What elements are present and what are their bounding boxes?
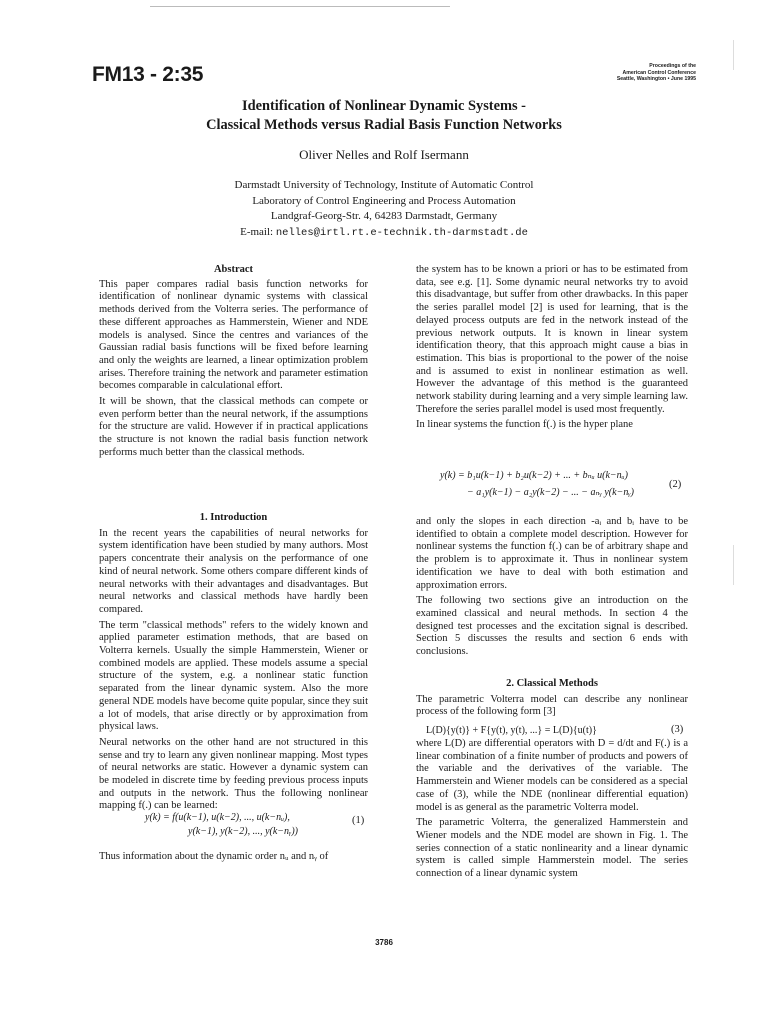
intro-heading: 1. Introduction (199, 512, 268, 523)
body-paragraph: The parametric Volterra, the generalized Hammerstein and Wiener models and the NDE model are shown in Fig. 1. The series connection of a static nonlinearity and a linear dynamic system is called simple Hammerstein model. The series connection of a linear dynamic system (416, 817, 688, 880)
proceedings-info (617, 63, 696, 83)
email-label: E-mail: (240, 225, 274, 238)
paper-title (0, 97, 768, 135)
email-line (0, 225, 768, 242)
margin-mark (733, 545, 734, 585)
affiliation-line: Darmstadt University of Technology, Institute of Automatic Control (234, 179, 534, 191)
proceedings-line: Seattle, Washington • June 1995 (616, 76, 696, 83)
equation-2-line-2: − a₁y(k−1) − a₂y(k−2) − ... − aₙᵧ y(k−nᵧ) (467, 487, 634, 498)
body-paragraph: the system has to be known a priori or has to be estimated from data, see e.g. [1]. Some dynamic neural networks try to avoid this disadvantage, but suffer from other drawbacks. In this paper the series parallel model [2] is used for learning, that is the delayed process outputs are fed in the network instead of the previous network outputs. It is known in linear system identification theory, that this approach might cause a bias in estimation. This bias is proportional to the power of the noise and is assumed to exist in nonlinear estimation as well. However the advantage of this method is the guaranteed network stability during learning and a very simple learning law. Therefore the series parallel model is used most frequently. (416, 264, 688, 415)
abstract-heading: Abstract (213, 264, 254, 275)
intro-paragraph: In the recent years the capabilities of neural networks for system identification have been studied by many authors. Most papers concentrate their analysis on the performance of one kind of neural network. Some others compare different kinds of neural networks with their advantages and disadvantages. But neural networks and classical methods have hardly been compared. (99, 527, 368, 615)
equation-3: L(D){y(t)} + F{y(t), y(t), ...} = L(D){u(t)} (426, 725, 597, 736)
authors: Oliver Nelles and Rolf Isermann (299, 147, 469, 162)
intro-paragraph: The term "classical methods" refers to the widely known and applied parameter estimation methods, that are based on Volterra kernels. Usually the simple Hammerstein, Wiener or combined models are applied. These models assume a special structure of the system, e.g. a nonlinear static function separated from the linear dynamic system. Also the more general NDE models have become quite popular, since they suit a lot of models, that arise directly or by approximation from physical laws. (99, 619, 368, 733)
classical-methods-section (416, 678, 688, 722)
page-number: 3786 (375, 938, 393, 947)
equation-2-number: (2) (669, 479, 682, 490)
body-paragraph: The parametric Volterra model can describe any nonlinear process of the following form [3] (416, 693, 688, 718)
abstract-paragraph: This paper compares radial basis function networks for identification of nonlinear dynamic systems with classical methods derived from the Volterra series. The performance of these different approaches as Hammerstein, Wiener and NDE models is analysed. Since the centres and variances of the Gaussian radial basis functions will be fixed before learning and only the weights are learned, a linear optimization problem arises. Therefore training the network and parameter estimation becomes comparable in calculational effort. (99, 278, 368, 392)
intro-section (99, 512, 368, 816)
top-scan-line (150, 6, 450, 7)
intro-paragraph: Thus information about the dynamic order nᵤ and nᵧ of (99, 851, 329, 862)
proceedings-line: American Control Conference (622, 69, 696, 76)
equation-3-number: (3) (671, 724, 684, 735)
affiliation-line: Laboratory of Control Engineering and Process Automation (252, 194, 516, 207)
session-code: FM13 - 2:35 (92, 63, 204, 86)
equation-1-number: (1) (352, 815, 365, 826)
section-2-heading: 2. Classical Methods (506, 678, 598, 689)
left-column (99, 264, 368, 463)
right-column-mid (416, 516, 688, 662)
equation-2-line-1: y(k) = b₁u(k−1) + b₂u(k−2) + ... + bₙᵤ u(k−nᵤ) (440, 470, 628, 481)
body-paragraph: In linear systems the function f(.) is the hyper plane (416, 419, 633, 431)
title-line: Classical Methods versus Radial Basis Function Networks (206, 117, 562, 133)
email-address: nelles@irtl.rt.e-technik.th-darmstadt.de (275, 226, 528, 239)
equation-1-line-2: y(k−1), y(k−2), ..., y(k−nᵧ)) (188, 826, 298, 837)
affiliation (0, 178, 768, 241)
right-column-bottom (416, 738, 688, 884)
margin-mark (733, 40, 734, 70)
equation-1-line-1: y(k) = f(u(k−1), u(k−2), ..., u(k−nᵤ), (145, 812, 290, 823)
body-paragraph: The following two sections give an introduction on the examined classical and neural methods. In section 4 the designed test processes and the excitation signal is described. Section 5 discusses the results and section 6 ends with conclusions. (416, 595, 688, 658)
body-paragraph: where L(D) are differential operators with D = d/dt and F(.) is a linear combination of a finite number of products and powers of the variable and the derivatives of the variable. The Hammerstein and Wiener models can be considered as a special case of (3), while the NDE (nonlinear differential equation) model is as general as the parametric Volterra model. (416, 738, 688, 813)
proceedings-line: Proceedings of the (649, 63, 696, 69)
affiliation-line: Landgraf-Georg-Str. 4, 64283 Darmstadt, Germany (270, 210, 498, 222)
right-column-top (416, 264, 688, 435)
abstract-paragraph: It will be shown, that the classical methods can compete or even perform better than the neural network, if the assumptions for the structure are valid. However if in practical applications the structure is not known the radial basis function network performs much better than the classical methods. (99, 396, 368, 458)
title-line: Identification of Nonlinear Dynamic Systems - (242, 98, 526, 114)
body-paragraph: and only the slopes in each direction -aᵢ and bᵢ have to be identified to obtain a complete model description. However for nonlinear systems the function f(.) can be of arbitrary shape and the problem is to approximate it. Thus in nonlinear system identification we have to deal with both estimation and approximation errors. (416, 516, 688, 591)
intro-paragraph: Neural networks on the other hand are not structured in this sense and try to learn any given nonlinear mapping. Most types of neural networks are static. However a dynamic system can be modeled in discrete time by feeding previous process inputs and outputs in the network. Thus the following nonlinear mapping f(.) can be learned: (99, 736, 368, 812)
